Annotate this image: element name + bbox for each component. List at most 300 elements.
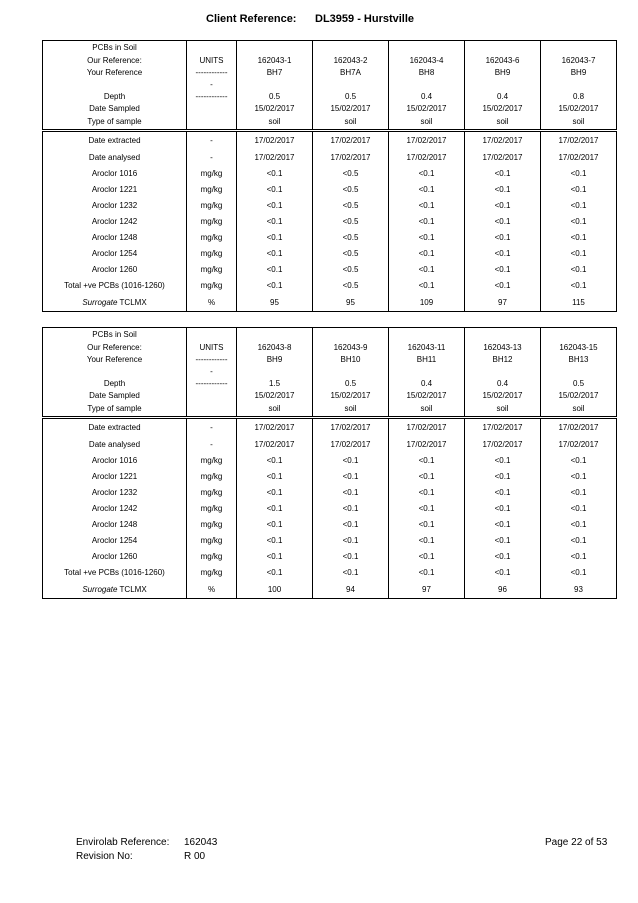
your-reference-value: BH12 (465, 354, 541, 366)
surrogate-value: 96 (465, 581, 541, 599)
result-value: <0.5 (313, 182, 389, 198)
table-row (43, 278, 617, 294)
result-value: <0.1 (541, 501, 617, 517)
analyte-label: Date analysed (88, 440, 141, 449)
result-value: <0.1 (389, 533, 465, 549)
table-row (43, 533, 617, 549)
blank-cell (389, 366, 465, 378)
result-value: 17/02/2017 (313, 437, 389, 453)
result-value: 17/02/2017 (313, 150, 389, 166)
result-value: 17/02/2017 (541, 150, 617, 166)
units-header: UNITS (187, 55, 237, 67)
blank-cell (313, 366, 389, 378)
surrogate-value: 97 (389, 581, 465, 599)
result-value: <0.1 (389, 230, 465, 246)
sample-type-value: soil (465, 402, 541, 418)
blank-cell (541, 366, 617, 378)
analyte-label: Aroclor 1016 (91, 169, 138, 178)
surrogate-value: 95 (237, 294, 313, 312)
surrogate-value: 100 (237, 581, 313, 599)
result-value: <0.1 (465, 182, 541, 198)
envirolab-reference-label: Envirolab Reference: (76, 837, 170, 848)
analyte-unit: mg/kg (187, 166, 237, 182)
result-value: <0.1 (389, 246, 465, 262)
analyte-unit: mg/kg (187, 485, 237, 501)
result-value: <0.1 (313, 453, 389, 469)
result-value: <0.1 (237, 485, 313, 501)
surrogate-value: 109 (389, 294, 465, 312)
result-value: <0.1 (389, 565, 465, 581)
table-row (43, 565, 617, 581)
analyte-unit: mg/kg (187, 230, 237, 246)
our-reference-value: 162043-15 (541, 342, 617, 354)
pcb-results-table (42, 327, 617, 599)
result-value: 17/02/2017 (237, 437, 313, 453)
result-value: <0.1 (237, 214, 313, 230)
client-reference-label: Client Reference: (206, 13, 297, 25)
result-value: <0.1 (237, 517, 313, 533)
result-value: <0.1 (465, 230, 541, 246)
result-value: 17/02/2017 (237, 131, 313, 151)
blank-cell (43, 79, 187, 91)
analyte-label: Aroclor 1221 (91, 472, 138, 481)
depth-value: 0.5 (541, 378, 617, 390)
result-value: <0.1 (237, 246, 313, 262)
sample-type-value: soil (541, 402, 617, 418)
table-row (43, 214, 617, 230)
result-value: <0.1 (465, 214, 541, 230)
sample-type-value: soil (237, 115, 313, 131)
your-reference-value: BH9 (237, 354, 313, 366)
result-value: <0.1 (541, 565, 617, 581)
result-value: 17/02/2017 (541, 131, 617, 151)
your-reference-value: BH10 (313, 354, 389, 366)
result-value: <0.1 (389, 198, 465, 214)
date-sampled-value: 15/02/2017 (389, 390, 465, 402)
blank-cell (465, 79, 541, 91)
result-value: 17/02/2017 (465, 437, 541, 453)
analyte-unit: mg/kg (187, 565, 237, 581)
blank-cell (389, 79, 465, 91)
surrogate-label-italic: Surrogate (82, 297, 118, 307)
depth-value: 0.5 (313, 91, 389, 103)
depth-value: 1.5 (237, 378, 313, 390)
table-row (43, 131, 617, 151)
surrogate-unit: % (187, 294, 237, 312)
result-value: <0.1 (541, 182, 617, 198)
result-value: <0.1 (389, 278, 465, 294)
result-value: <0.5 (313, 214, 389, 230)
result-value: <0.1 (237, 230, 313, 246)
sample-type-value: soil (313, 402, 389, 418)
units-cell (187, 41, 237, 56)
result-value: 17/02/2017 (465, 150, 541, 166)
your-reference-value: BH9 (465, 67, 541, 79)
result-value: <0.1 (465, 198, 541, 214)
header-row-dash (43, 79, 617, 91)
our-reference-value: 162043-8 (237, 342, 313, 354)
blank-cell (187, 402, 237, 418)
units-dash: - (187, 366, 237, 378)
units-dash: - (187, 79, 237, 91)
result-value: <0.1 (541, 469, 617, 485)
result-value: <0.5 (313, 198, 389, 214)
your-reference-value: BH7A (313, 67, 389, 79)
result-value: <0.1 (465, 469, 541, 485)
sample-type-value: soil (237, 402, 313, 418)
table-row (43, 246, 617, 262)
result-value: <0.1 (541, 278, 617, 294)
header-row-depth (43, 91, 617, 103)
envirolab-reference-value: 162043 (184, 837, 218, 848)
header-row-title (43, 328, 617, 343)
result-value: <0.1 (313, 517, 389, 533)
result-value: <0.1 (465, 517, 541, 533)
depth-value: 0.4 (389, 378, 465, 390)
sample-type-value: soil (389, 402, 465, 418)
result-value: 17/02/2017 (465, 418, 541, 438)
result-value: <0.1 (237, 262, 313, 278)
header-row-title (43, 41, 617, 56)
result-value: 17/02/2017 (389, 437, 465, 453)
table-row (43, 198, 617, 214)
surrogate-value: 94 (313, 581, 389, 599)
result-value: <0.1 (541, 198, 617, 214)
analyte-unit: mg/kg (187, 549, 237, 565)
blank-cell (465, 41, 541, 56)
analyte-unit: - (187, 437, 237, 453)
surrogate-label-italic: Surrogate (82, 584, 118, 594)
surrogate-value: 97 (465, 294, 541, 312)
result-value: <0.1 (465, 453, 541, 469)
your-reference-label: Your Reference (86, 68, 143, 77)
header-row-depth (43, 378, 617, 390)
analyte-label: Aroclor 1254 (91, 536, 138, 545)
client-reference-value: DL3959 - Hurstville (315, 13, 415, 25)
depth-value: 0.4 (465, 378, 541, 390)
table-row (43, 501, 617, 517)
analyte-label: Aroclor 1260 (91, 265, 138, 274)
blank-cell (465, 328, 541, 343)
sample-type-value: soil (541, 115, 617, 131)
blank-cell (237, 328, 313, 343)
blank-cell (43, 366, 187, 378)
surrogate-row (43, 294, 617, 312)
result-value: <0.1 (313, 533, 389, 549)
header-row-date-sampled (43, 103, 617, 115)
table-title: PCBs in Soil (43, 328, 187, 343)
our-reference-value: 162043-4 (389, 55, 465, 67)
our-reference-label: Our Reference: (87, 343, 142, 352)
units-dashes: ------------ (187, 354, 237, 366)
date-sampled-value: 15/02/2017 (389, 103, 465, 115)
sample-type-value: soil (389, 115, 465, 131)
blank-cell (237, 41, 313, 56)
surrogate-label (43, 294, 187, 312)
result-value: <0.1 (465, 533, 541, 549)
table-row (43, 262, 617, 278)
result-value: <0.1 (465, 485, 541, 501)
blank-cell (187, 103, 237, 115)
surrogate-value: 93 (541, 581, 617, 599)
blank-cell (187, 390, 237, 402)
result-value: <0.1 (313, 501, 389, 517)
sample-type-value: soil (465, 115, 541, 131)
blank-cell (187, 115, 237, 131)
table-row (43, 469, 617, 485)
result-value: <0.1 (465, 501, 541, 517)
result-value: <0.1 (541, 230, 617, 246)
header-row-date-sampled (43, 390, 617, 402)
date-sampled-value: 15/02/2017 (313, 390, 389, 402)
analyte-label: Aroclor 1248 (91, 233, 138, 242)
analyte-label: Date extracted (88, 423, 141, 432)
result-value: <0.1 (313, 485, 389, 501)
blank-cell (389, 41, 465, 56)
analyte-unit: mg/kg (187, 469, 237, 485)
result-value: <0.1 (541, 246, 617, 262)
result-value: <0.1 (541, 549, 617, 565)
blank-cell (541, 79, 617, 91)
result-value: <0.1 (237, 565, 313, 581)
result-value: <0.5 (313, 246, 389, 262)
result-value: <0.1 (389, 453, 465, 469)
analyte-unit: mg/kg (187, 182, 237, 198)
analyte-label: Aroclor 1016 (91, 456, 138, 465)
result-value: <0.1 (541, 453, 617, 469)
blank-cell (237, 79, 313, 91)
result-value: <0.1 (389, 262, 465, 278)
analyte-unit: mg/kg (187, 533, 237, 549)
units-dashes: ------------ (187, 67, 237, 79)
pcb-results-table (42, 40, 617, 312)
analyte-unit: - (187, 131, 237, 151)
result-value: <0.1 (389, 501, 465, 517)
result-value: <0.1 (465, 262, 541, 278)
result-value: <0.1 (313, 469, 389, 485)
depth-value: 0.4 (465, 91, 541, 103)
our-reference-label: Our Reference: (87, 56, 142, 65)
result-value: <0.1 (389, 182, 465, 198)
page-number: Page 22 of 53 (545, 837, 608, 848)
result-value: <0.1 (237, 533, 313, 549)
result-value: <0.1 (237, 166, 313, 182)
your-reference-value: BH13 (541, 354, 617, 366)
analyte-label: Aroclor 1232 (91, 201, 138, 210)
table-row (43, 182, 617, 198)
analyte-unit: - (187, 418, 237, 438)
depth-label: Depth (103, 379, 126, 388)
header-row-our-reference (43, 342, 617, 354)
result-value: <0.1 (237, 453, 313, 469)
table-title: PCBs in Soil (43, 41, 187, 56)
our-reference-value: 162043-11 (389, 342, 465, 354)
revision-value: R 00 (184, 851, 206, 862)
table-row (43, 437, 617, 453)
result-value: 17/02/2017 (237, 150, 313, 166)
revision-label: Revision No: (76, 851, 133, 862)
result-value: <0.1 (465, 565, 541, 581)
result-value: <0.1 (389, 214, 465, 230)
result-value: <0.1 (465, 246, 541, 262)
analyte-unit: mg/kg (187, 517, 237, 533)
analyte-label: Aroclor 1221 (91, 185, 138, 194)
result-value: <0.1 (237, 469, 313, 485)
result-value: 17/02/2017 (313, 418, 389, 438)
result-value: <0.1 (237, 198, 313, 214)
result-value: <0.1 (237, 182, 313, 198)
analyte-unit: mg/kg (187, 453, 237, 469)
date-sampled-value: 15/02/2017 (237, 103, 313, 115)
analyte-label: Aroclor 1248 (91, 520, 138, 529)
analyte-label: Aroclor 1242 (91, 217, 138, 226)
result-value: <0.1 (465, 278, 541, 294)
result-value: <0.1 (541, 262, 617, 278)
depth-value: 0.8 (541, 91, 617, 103)
table-row (43, 485, 617, 501)
result-value: <0.1 (389, 549, 465, 565)
result-value: <0.1 (313, 549, 389, 565)
date-sampled-label: Date Sampled (89, 391, 140, 400)
header-row-type (43, 402, 617, 418)
your-reference-label: Your Reference (86, 355, 143, 364)
our-reference-value: 162043-6 (465, 55, 541, 67)
result-value: <0.1 (389, 469, 465, 485)
your-reference-value: BH8 (389, 67, 465, 79)
result-value: <0.1 (389, 485, 465, 501)
result-value: <0.5 (313, 262, 389, 278)
analyte-unit: mg/kg (187, 214, 237, 230)
table-row (43, 230, 617, 246)
sample-type-label: Type of sample (43, 115, 187, 131)
surrogate-value: 95 (313, 294, 389, 312)
analyte-unit: mg/kg (187, 262, 237, 278)
surrogate-label-rest: TCLMX (117, 297, 147, 307)
result-value: <0.1 (541, 485, 617, 501)
date-sampled-value: 15/02/2017 (313, 103, 389, 115)
blank-cell (313, 328, 389, 343)
result-value: <0.5 (313, 166, 389, 182)
analyte-unit: mg/kg (187, 246, 237, 262)
header-row-your-reference (43, 354, 617, 366)
date-sampled-value: 15/02/2017 (237, 390, 313, 402)
result-value: <0.1 (237, 501, 313, 517)
blank-cell (541, 328, 617, 343)
table-row (43, 453, 617, 469)
result-value: <0.1 (541, 214, 617, 230)
table-row (43, 166, 617, 182)
analyte-unit: - (187, 150, 237, 166)
table-row (43, 517, 617, 533)
result-value: <0.1 (465, 166, 541, 182)
depth-label: Depth (103, 92, 126, 101)
header-row-dash (43, 366, 617, 378)
result-value: <0.1 (541, 166, 617, 182)
surrogate-unit: % (187, 581, 237, 599)
result-value: <0.1 (389, 517, 465, 533)
result-value: <0.5 (313, 278, 389, 294)
result-value: <0.5 (313, 230, 389, 246)
result-value: 17/02/2017 (389, 150, 465, 166)
blank-cell (465, 366, 541, 378)
sample-type-label: Type of sample (43, 402, 187, 418)
depth-value: 0.5 (237, 91, 313, 103)
result-value: <0.1 (541, 517, 617, 533)
blank-cell (237, 366, 313, 378)
date-sampled-value: 15/02/2017 (465, 390, 541, 402)
analyte-label: Date extracted (88, 136, 141, 145)
result-value: <0.1 (237, 278, 313, 294)
blank-cell (313, 41, 389, 56)
your-reference-value: BH9 (541, 67, 617, 79)
result-value: <0.1 (541, 533, 617, 549)
analyte-label: Total +ve PCBs (1016-1260) (64, 568, 165, 577)
depth-value: 0.5 (313, 378, 389, 390)
result-value: 17/02/2017 (237, 418, 313, 438)
date-sampled-label: Date Sampled (89, 104, 140, 113)
blank-cell (541, 41, 617, 56)
date-sampled-value: 15/02/2017 (465, 103, 541, 115)
table-row (43, 150, 617, 166)
header-row-type (43, 115, 617, 131)
our-reference-value: 162043-9 (313, 342, 389, 354)
analyte-label: Aroclor 1242 (91, 504, 138, 513)
analyte-unit: mg/kg (187, 501, 237, 517)
date-sampled-value: 15/02/2017 (541, 390, 617, 402)
your-reference-value: BH7 (237, 67, 313, 79)
analyte-label: Date analysed (88, 153, 141, 162)
surrogate-label-rest: TCLMX (117, 584, 147, 594)
surrogate-value: 115 (541, 294, 617, 312)
units-header: UNITS (187, 342, 237, 354)
our-reference-value: 162043-1 (237, 55, 313, 67)
result-value: <0.1 (237, 549, 313, 565)
our-reference-value: 162043-7 (541, 55, 617, 67)
analyte-label: Total +ve PCBs (1016-1260) (64, 281, 165, 290)
units-dashes: ------------ (187, 91, 237, 103)
result-value: 17/02/2017 (313, 131, 389, 151)
units-cell (187, 328, 237, 343)
depth-value: 0.4 (389, 91, 465, 103)
result-value: 17/02/2017 (541, 437, 617, 453)
analyte-label: Aroclor 1254 (91, 249, 138, 258)
our-reference-value: 162043-2 (313, 55, 389, 67)
result-value: <0.1 (465, 549, 541, 565)
blank-cell (313, 79, 389, 91)
result-value: 17/02/2017 (465, 131, 541, 151)
table-row (43, 418, 617, 438)
result-value: 17/02/2017 (389, 418, 465, 438)
header-row-your-reference (43, 67, 617, 79)
result-value: 17/02/2017 (389, 131, 465, 151)
surrogate-row (43, 581, 617, 599)
result-value: <0.1 (389, 166, 465, 182)
sample-type-value: soil (313, 115, 389, 131)
date-sampled-value: 15/02/2017 (541, 103, 617, 115)
analyte-unit: mg/kg (187, 278, 237, 294)
analyte-unit: mg/kg (187, 198, 237, 214)
analyte-label: Aroclor 1232 (91, 488, 138, 497)
our-reference-value: 162043-13 (465, 342, 541, 354)
result-value: 17/02/2017 (541, 418, 617, 438)
units-dashes: ------------ (187, 378, 237, 390)
result-value: <0.1 (313, 565, 389, 581)
blank-cell (389, 328, 465, 343)
your-reference-value: BH11 (389, 354, 465, 366)
surrogate-label (43, 581, 187, 599)
analyte-label: Aroclor 1260 (91, 552, 138, 561)
header-row-our-reference (43, 55, 617, 67)
